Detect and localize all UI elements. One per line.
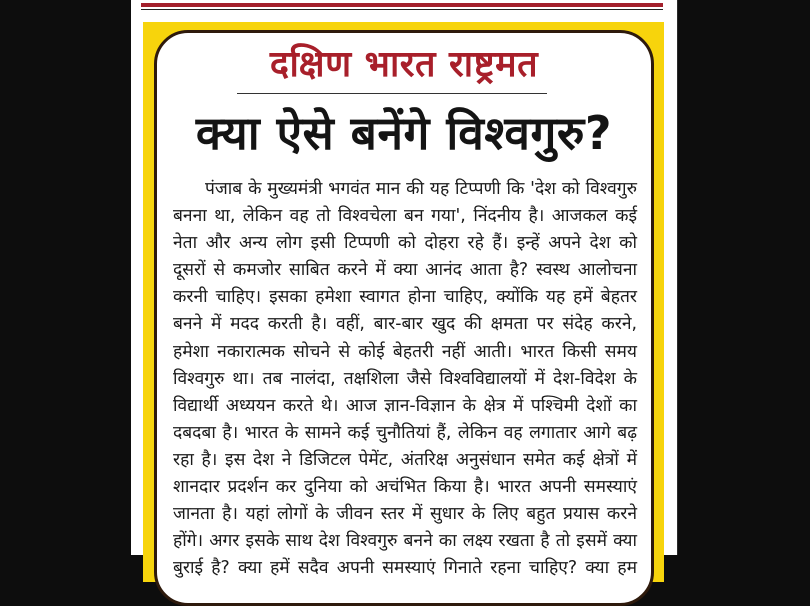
body-line: विश्वगुरु था। तब नालंदा, तक्षशिला जैसे विश्वविद्यालयों में देश-विदेश के bbox=[173, 368, 637, 389]
body-line: जानता है। यहां लोगों के जीवन स्तर में सुधार के लिए बहुत प्रयास करने bbox=[173, 504, 637, 525]
body-line: दबदबा है। भारत के सामने कई चुनौतियां हैं, लेकिन वह लगातार आगे बढ़ bbox=[173, 422, 637, 443]
body-line: पंजाब के मुख्यमंत्री भगवंत मान की यह टिप्पणी कि 'देश को विश्वगुरु bbox=[205, 179, 637, 199]
letter-panel bbox=[154, 30, 654, 606]
body-line: बनने में मदद करती है। वहीं, बार-बार खुद की क्षमता पर संदेह करने, bbox=[173, 314, 637, 335]
body-line: नेता और अन्य लोग इसी टिप्पणी को दोहरा रहे हैं। इन्हें अपने देश को bbox=[173, 233, 637, 254]
article-body bbox=[173, 176, 637, 582]
top-red-rule bbox=[141, 3, 663, 7]
letter-box-frame bbox=[143, 22, 664, 582]
body-line: होंगे। अगर इसके साथ देश विश्वगुरु बनने का लक्ष्य रखता है तो इसमें क्या bbox=[173, 531, 637, 552]
top-black-rule bbox=[141, 9, 663, 10]
publication-masthead: दक्षिण भारत राष्ट्रमत bbox=[269, 44, 539, 85]
body-line: दूसरों से कमजोर साबित करने में क्या आनंद आता है? स्वस्थ आलोचना bbox=[173, 260, 637, 281]
body-line: रहा है। इस देश ने डिजिटल पेमेंट, अंतरिक्ष अनुसंधान समेत कई क्षेत्रों में bbox=[173, 449, 637, 470]
newspaper-page bbox=[131, 0, 678, 579]
masthead-divider bbox=[237, 93, 547, 94]
body-line: बनना था, लेकिन वह तो विश्वचेला बन गया', निंदनीय है। आजकल कई bbox=[173, 206, 637, 227]
body-line: करनी चाहिए। इसका हमेशा स्वागत होना चाहिए, क्योंकि यह हमें बेहतर bbox=[173, 287, 637, 308]
body-line: हमेशा नकारात्मक सोचने से कोई बेहतरी नहीं आती। भारत किसी समय bbox=[173, 341, 637, 362]
body-line: विद्यार्थी अध्ययन करते थे। आज ज्ञान-विज्ञान के क्षेत्र में पश्चिमी देशों का bbox=[173, 395, 637, 416]
article-headline: क्या ऐसे बनेंगे विश्वगुरु? bbox=[195, 106, 613, 160]
body-line: शानदार प्रदर्शन कर दुनिया को अचंभित किया है। भारत अपनी समस्याएं bbox=[173, 477, 637, 498]
body-line: बुराई है? क्या हमें सदैव अपनी समस्याएं गिनाते रहना चाहिए? क्या हम bbox=[173, 558, 637, 579]
